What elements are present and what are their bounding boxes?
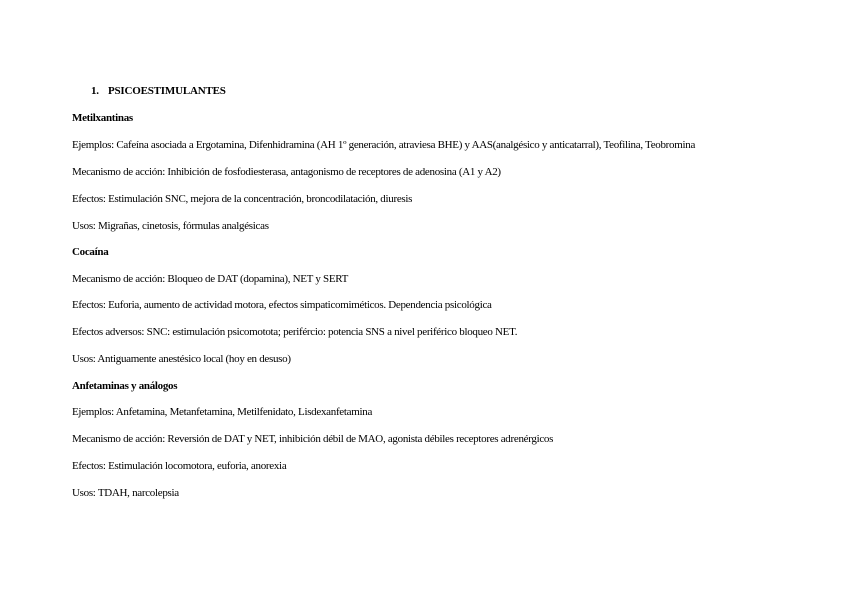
heading-title: PSICOESTIMULANTES — [108, 85, 226, 97]
paragraph-line: Efectos: Estimulación SNC, mejora de la concentración, broncodilatación, diuresis — [72, 193, 413, 205]
paragraph-line: Efectos adversos: SNC: estimulación psicomotota; perifércio: potencia SNS a nivel periférico bloqueo NET. — [72, 326, 518, 338]
paragraph-line: Mecanismo de acción: Bloqueo de DAT (dopamina), NET y SERT — [72, 273, 349, 285]
paragraph-line: Ejemplos: Anfetamina, Metanfetamina, Metilfenidato, Lisdexanfetamina — [72, 406, 373, 418]
paragraph-line: Usos: Migrañas, cinetosis, fórmulas analgésicas — [72, 220, 269, 232]
subheading-cocaina: Cocaína — [72, 246, 109, 258]
paragraph-line: Ejemplos: Cafeína asociada a Ergotamina, Difenhidramina (AH 1º generación, atraviesa BHE) y AAS(analgésico y anticatarral), Teofilina, Teobromina — [72, 139, 696, 151]
paragraph-line: Mecanismo de acción: Inhibición de fosfodiesterasa, antagonismo de receptores de adenosina (A1 y A2) — [72, 166, 501, 178]
subheading-metilxantinas: Metilxantinas — [72, 112, 133, 124]
paragraph-line: Mecanismo de acción: Reversión de DAT y NET, inhibición débil de MAO, agonista débiles receptores adrenérgicos — [72, 433, 554, 445]
paragraph-line: Usos: TDAH, narcolepsia — [72, 487, 179, 499]
paragraph-line: Efectos: Euforia, aumento de actividad motora, efectos simpaticomiméticos. Dependencia psicológica — [72, 299, 492, 311]
paragraph-line: Usos: Antiguamente anestésico local (hoy en desuso) — [72, 353, 291, 365]
heading-number: 1. — [91, 85, 99, 97]
paragraph-line: Efectos: Estimulación locomotora, euforia, anorexia — [72, 460, 287, 472]
section-heading — [91, 85, 226, 97]
subheading-anfetaminas: Anfetaminas y análogos — [72, 380, 178, 392]
